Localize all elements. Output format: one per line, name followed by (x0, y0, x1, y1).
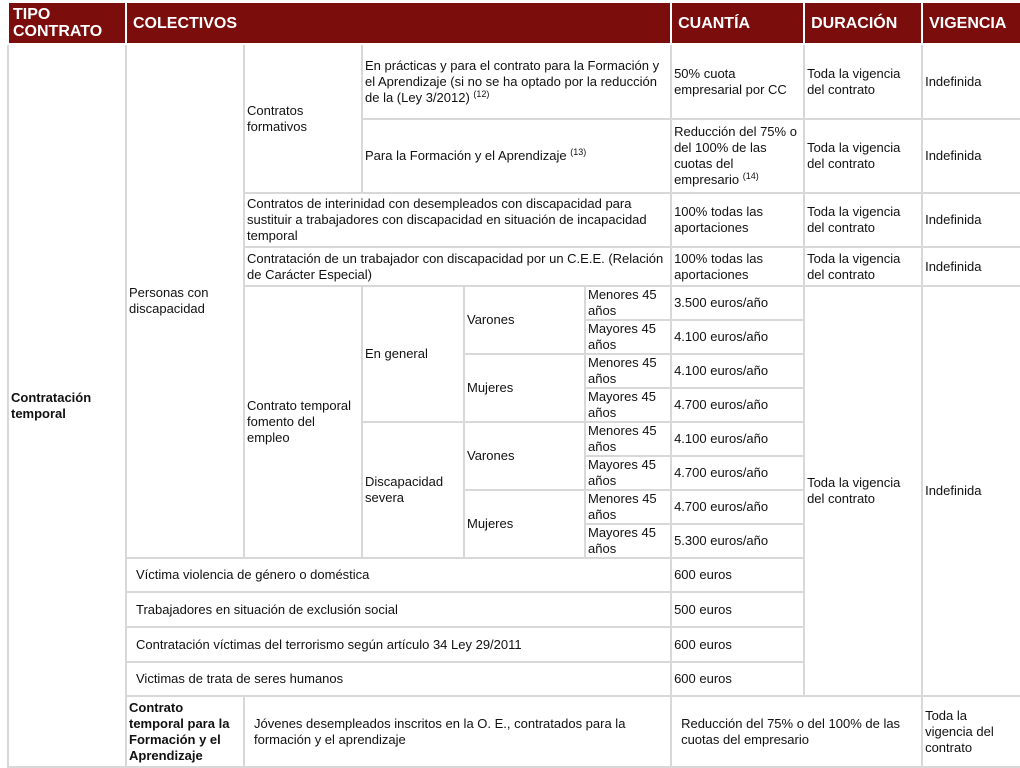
header-vigencia: VIGENCIA (922, 2, 1020, 44)
practicas-cell (362, 44, 671, 119)
aprendizaje-duracion: Toda la vigencia del contrato (804, 119, 922, 193)
fomento-general: En general (362, 286, 464, 422)
bonificaciones-table (7, 1, 1020, 768)
fomento-duracion: Toda la vigencia del contrato (804, 286, 922, 696)
fomento-amount: 4.700 euros/año (671, 388, 804, 422)
fomento-amount: 4.700 euros/año (671, 456, 804, 490)
fomento-general-varones: Varones (464, 286, 585, 354)
fomento-amount: 4.100 euros/año (671, 354, 804, 388)
tipo-formacion-aprendizaje: Contrato temporal para la Formación y el Aprendizaje (126, 696, 244, 767)
header-colectivos: COLECTIVOS (126, 2, 671, 44)
interinidad-cuantia: 100% todas las aportaciones (671, 193, 804, 247)
trata-text: Victimas de trata de seres humanos (126, 662, 671, 696)
aprendizaje-vigencia: Indefinida (922, 119, 1020, 193)
interinidad-duracion: Toda la vigencia del contrato (804, 193, 922, 247)
practicas-vigencia: Indefinida (922, 44, 1020, 119)
header-row (8, 2, 1020, 44)
table-row (8, 44, 1020, 119)
fomento-menores: Menores 45 años (585, 354, 671, 388)
header-cuantia: CUANTÍA (671, 2, 804, 44)
fomento-menores: Menores 45 años (585, 286, 671, 320)
fomento-amount: 5.300 euros/año (671, 524, 804, 558)
fomento-amount: 3.500 euros/año (671, 286, 804, 320)
formacion-duracion: Toda la vigencia del contrato (922, 696, 1020, 767)
formacion-text: Jóvenes desempleados inscritos en la O. E., contratados para la formación y el aprendizaje (244, 696, 671, 767)
cee-vigencia: Indefinida (922, 247, 1020, 286)
fomento-vigencia: Indefinida (922, 286, 1020, 696)
interinidad-vigencia: Indefinida (922, 193, 1020, 247)
note-12: (12) (473, 88, 490, 99)
contratos-formativos-label: Contratos formativos (244, 44, 362, 193)
violencia-text: Víctima violencia de género o doméstica (126, 558, 671, 592)
fomento-amount: 4.100 euros/año (671, 320, 804, 354)
colectivo-personas-discapacidad: Personas con discapacidad (126, 44, 244, 558)
table-row (8, 696, 1020, 767)
aprendizaje-cuantia-cell (671, 119, 804, 193)
exclusion-text: Trabajadores en situación de exclusión social (126, 592, 671, 627)
fomento-severa-mujeres: Mujeres (464, 490, 585, 558)
header-tipo-contrato: TIPO CONTRATO (8, 2, 126, 44)
fomento-mayores: Mayores 45 años (585, 524, 671, 558)
fomento-menores: Menores 45 años (585, 422, 671, 456)
note-14: (14) (742, 171, 759, 181)
aprendizaje-text: Para la Formación y el Aprendizaje (365, 148, 567, 163)
aprendizaje-cell (362, 119, 671, 193)
fomento-mayores: Mayores 45 años (585, 456, 671, 490)
violencia-cuantia: 600 euros (671, 558, 804, 592)
cee-duracion: Toda la vigencia del contrato (804, 247, 922, 286)
practicas-duracion: Toda la vigencia del contrato (804, 44, 922, 119)
tipo-contratacion-temporal: Contratación temporal (8, 44, 126, 767)
fomento-label: Contrato temporal fomento del empleo (244, 286, 362, 558)
fomento-mayores: Mayores 45 años (585, 388, 671, 422)
formacion-cuantia: Reducción del 75% o del 100% de las cuotas del empresario (671, 696, 922, 767)
cee-text: Contratación de un trabajador con discapacidad por un C.E.E. (Relación de Carácter Especial) (244, 247, 671, 286)
fomento-amount: 4.100 euros/año (671, 422, 804, 456)
aprendizaje-cuantia: Reducción del 75% o del 100% de las cuotas del empresario (674, 124, 797, 187)
interinidad-text: Contratos de interinidad con desempleados con discapacidad para sustituir a trabajadores con discapacidad en situación de incapacidad temporal (244, 193, 671, 247)
terrorismo-cuantia: 600 euros (671, 627, 804, 662)
fomento-severa: Discapacidad severa (362, 422, 464, 558)
trata-cuantia: 600 euros (671, 662, 804, 696)
practicas-text: En prácticas y para el contrato para la Formación y el Aprendizaje (si no se ha optado por la reducción de la (Ley 3/2012) (365, 57, 660, 105)
note-13: (13) (570, 147, 587, 157)
cee-cuantia: 100% todas las aportaciones (671, 247, 804, 286)
fomento-menores: Menores 45 años (585, 490, 671, 524)
fomento-mayores: Mayores 45 años (585, 320, 671, 354)
fomento-severa-varones: Varones (464, 422, 585, 490)
fomento-general-mujeres: Mujeres (464, 354, 585, 422)
exclusion-cuantia: 500 euros (671, 592, 804, 627)
header-duracion: DURACIÓN (804, 2, 922, 44)
practicas-cuantia: 50% cuota empresarial por CC (671, 44, 804, 119)
terrorismo-text: Contratación víctimas del terrorismo según artículo 34 Ley 29/2011 (126, 627, 671, 662)
fomento-amount: 4.700 euros/año (671, 490, 804, 524)
